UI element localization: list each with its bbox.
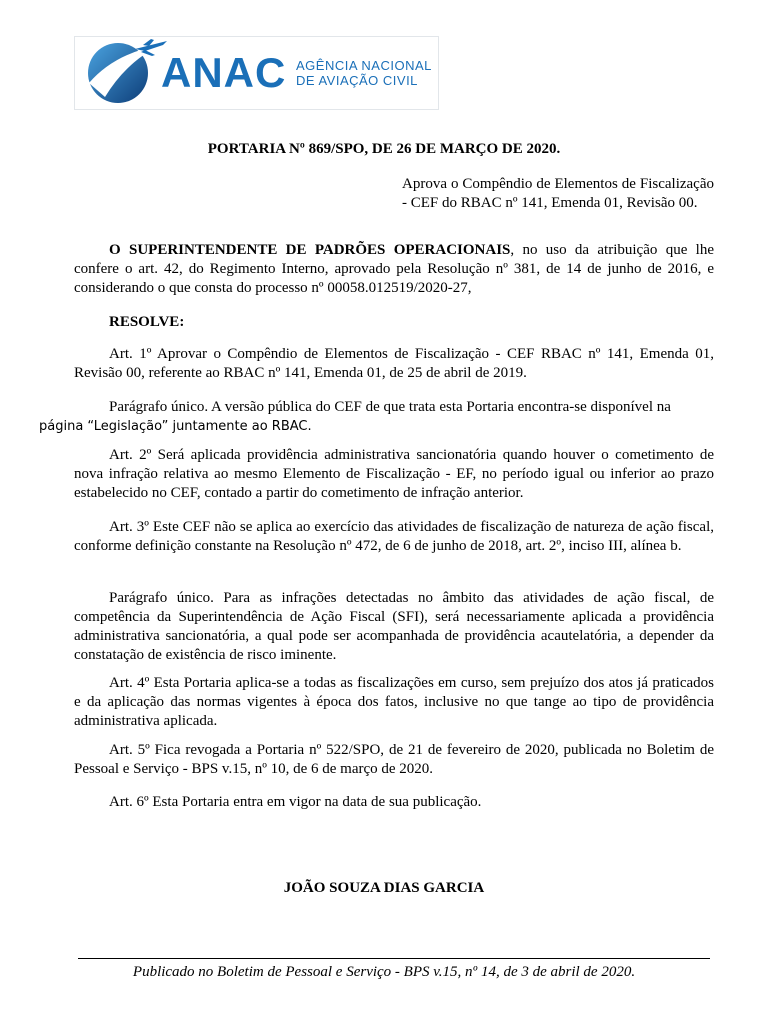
footer-divider xyxy=(78,958,710,959)
logo-line1: AGÊNCIA NACIONAL xyxy=(296,58,432,73)
article-1-paragraph-continuation: página “Legislação” juntamente ao RBAC. xyxy=(39,419,312,434)
preamble-text: , no uso da atribuição que lhe confere o art. 42, do Regimento Interno, aprovado pela Resolução nº 381, de 14 de junho de 2016, e considerando o que consta do processo nº 00058.012519/2020-27, xyxy=(74,242,714,296)
article-2: Art. 2º Será aplicada providência administrativa sancionatória quando houver o cometimento de nova infração relativa ao mesmo Elemento de Fiscalização - EF, no período igual ou inferior ao prazo estabelecido no CEF, contado a partir do cometimento de infração anterior. xyxy=(74,447,714,501)
article-6: Art. 6º Esta Portaria entra em vigor na data de sua publicação. xyxy=(109,794,482,810)
signature-name: JOÃO SOUZA DIAS GARCIA xyxy=(283,880,485,896)
logo-line2: DE AVIAÇÃO CIVIL xyxy=(296,73,418,88)
document-title: PORTARIA Nº 869/SPO, DE 26 DE MARÇO DE 2020. xyxy=(207,141,561,157)
article-1-paragraph xyxy=(39,398,714,436)
footer-publication: Publicado no Boletim de Pessoal e Serviço - BPS v.15, nº 14, de 3 de abril de 2020. xyxy=(132,964,636,980)
resolve-heading: RESOLVE: xyxy=(109,314,185,330)
article-5: Art. 5º Fica revogada a Portaria nº 522/SPO, de 21 de fevereiro de 2020, publicada no Boletim de Pessoal e Serviço - BPS v.15, nº 10, de 6 de março de 2020. xyxy=(74,742,714,777)
article-3: Art. 3º Este CEF não se aplica ao exercício das atividades de fiscalização de natureza de ação fiscal, conforme definição constante na Resolução nº 472, de 6 de junho de 2018, art. 2º, inciso III, alínea b. xyxy=(74,519,714,554)
ementa: Aprova o Compêndio de Elementos de Fiscalização - CEF do RBAC nº 141, Emenda 01, Revisão 00. xyxy=(402,176,714,211)
article-3-paragraph: Parágrafo único. Para as infrações detectadas no âmbito das atividades de ação fiscal, de competência da Superintendência de Ação Fiscal (SFI), será necessariamente aplicada a providência administrativa sancionatória, a qual pode ser acompanhada de providência acautelatória, a depender da constatação de existência de risco iminente. xyxy=(74,590,714,663)
article-1: Art. 1º Aprovar o Compêndio de Elementos de Fiscalização - CEF RBAC nº 141, Emenda 01, Revisão 00, referente ao RBAC nº 141, Emenda 01, de 25 de abril de 2019. xyxy=(74,346,714,381)
logo-acronym: ANAC xyxy=(161,49,287,96)
preamble-authority: O SUPERINTENDENTE DE PADRÕES OPERACIONAIS xyxy=(109,242,511,258)
article-1-paragraph-text: Parágrafo único. A versão pública do CEF de que trata esta Portaria encontra-se disponível na xyxy=(109,399,671,415)
preamble xyxy=(74,241,714,298)
article-4: Art. 4º Esta Portaria aplica-se a todas as fiscalizações em curso, sem prejuízo dos atos já praticados e da aplicação das normas vigentes à época dos fatos, inclusive no que tange ao tipo de providência administrativa aplicada. xyxy=(74,675,714,729)
anac-logo xyxy=(74,36,439,110)
